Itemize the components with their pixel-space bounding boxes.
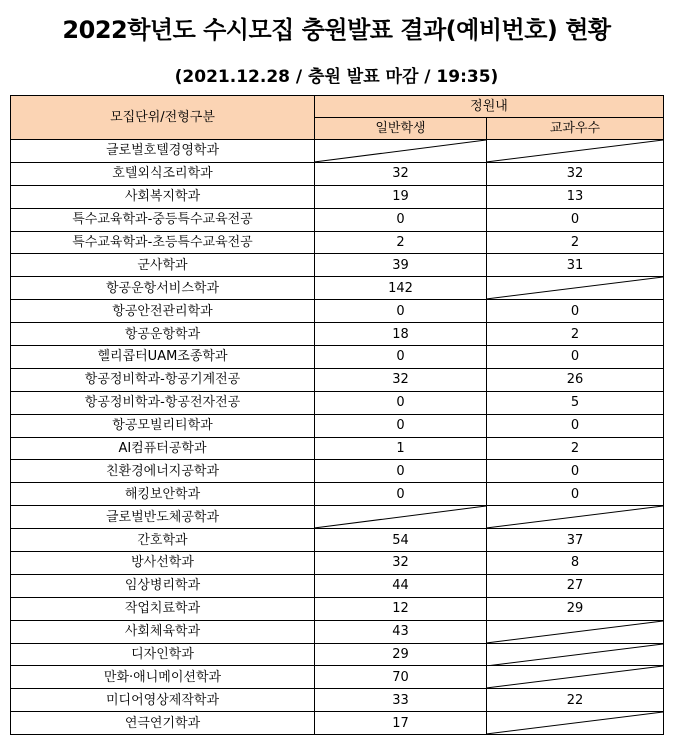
empty-cell-subject — [487, 277, 664, 300]
table-row — [11, 483, 664, 506]
empty-cell-diagonal — [315, 506, 486, 528]
value-subject: 32 — [487, 162, 664, 185]
value-general: 32 — [315, 368, 487, 391]
value-general: 0 — [315, 346, 487, 369]
value-subject: 0 — [487, 300, 664, 323]
table-row — [11, 712, 664, 735]
empty-cell-subject — [487, 666, 664, 689]
value-general: 29 — [315, 643, 487, 666]
table-row — [11, 437, 664, 460]
row-unit-name: 헬리콥터UAM조종학과 — [11, 346, 315, 369]
value-general: 0 — [315, 483, 487, 506]
row-unit-name: 디자인학과 — [11, 643, 315, 666]
row-unit-name: 사회복지학과 — [11, 185, 315, 208]
table-row — [11, 368, 664, 391]
empty-cell-diagonal — [487, 644, 663, 666]
row-unit-name: 미디어영상제작학과 — [11, 689, 315, 712]
value-general: 39 — [315, 254, 487, 277]
value-subject: 0 — [487, 414, 664, 437]
value-general: 43 — [315, 620, 487, 643]
table-row — [11, 162, 664, 185]
value-subject: 5 — [487, 391, 664, 414]
row-unit-name: 항공안전관리학과 — [11, 300, 315, 323]
row-unit-name: 특수교육학과-중등특수교육전공 — [11, 208, 315, 231]
row-unit-name: 작업치료학과 — [11, 597, 315, 620]
value-general: 1 — [315, 437, 487, 460]
row-unit-name: 만화·애니메이션학과 — [11, 666, 315, 689]
value-general: 0 — [315, 414, 487, 437]
value-subject: 0 — [487, 208, 664, 231]
value-subject: 2 — [487, 231, 664, 254]
row-unit-name: 사회체육학과 — [11, 620, 315, 643]
row-unit-name: 항공모빌리티학과 — [11, 414, 315, 437]
value-subject: 0 — [487, 346, 664, 369]
table-row — [11, 552, 664, 575]
empty-cell-general — [315, 506, 487, 529]
row-unit-name: 글로벌호텔경영학과 — [11, 140, 315, 163]
table-row — [11, 140, 664, 163]
empty-cell-subject — [487, 506, 664, 529]
header-unit: 모집단위/전형구분 — [11, 96, 315, 140]
table-row — [11, 574, 664, 597]
empty-cell-general — [315, 140, 487, 163]
value-subject: 0 — [487, 460, 664, 483]
table-row — [11, 529, 664, 552]
header-general: 일반학생 — [315, 118, 487, 140]
value-general: 32 — [315, 552, 487, 575]
value-general: 33 — [315, 689, 487, 712]
empty-cell-subject — [487, 643, 664, 666]
value-subject: 2 — [487, 323, 664, 346]
empty-cell-subject — [487, 140, 664, 163]
value-general: 54 — [315, 529, 487, 552]
value-subject: 8 — [487, 552, 664, 575]
row-unit-name: 군사학과 — [11, 254, 315, 277]
value-subject: 31 — [487, 254, 664, 277]
value-general: 32 — [315, 162, 487, 185]
value-general: 12 — [315, 597, 487, 620]
table-row — [11, 666, 664, 689]
empty-cell-subject — [487, 620, 664, 643]
table-row — [11, 391, 664, 414]
page-subtitle: (2021.12.28 / 충원 발표 마감 / 19:35) — [174, 67, 499, 87]
results-table — [10, 95, 664, 735]
table-row — [11, 231, 664, 254]
table-body — [11, 140, 664, 735]
row-unit-name: AI컴퓨터공학과 — [11, 437, 315, 460]
row-unit-name: 간호학과 — [11, 529, 315, 552]
value-subject: 0 — [487, 483, 664, 506]
value-subject: 29 — [487, 597, 664, 620]
row-unit-name: 연극연기학과 — [11, 712, 315, 735]
table-row — [11, 460, 664, 483]
table-row — [11, 506, 664, 529]
value-subject: 37 — [487, 529, 664, 552]
row-unit-name: 항공운항서비스학과 — [11, 277, 315, 300]
value-subject: 26 — [487, 368, 664, 391]
value-general: 44 — [315, 574, 487, 597]
header-subject: 교과우수 — [487, 118, 664, 140]
table-row — [11, 323, 664, 346]
value-subject: 2 — [487, 437, 664, 460]
row-unit-name: 항공정비학과-항공기계전공 — [11, 368, 315, 391]
value-subject: 13 — [487, 185, 664, 208]
table-row — [11, 277, 664, 300]
table-row — [11, 254, 664, 277]
header-group: 정원내 — [315, 96, 664, 118]
value-general: 17 — [315, 712, 487, 735]
value-general: 0 — [315, 208, 487, 231]
table-row — [11, 414, 664, 437]
row-unit-name: 항공정비학과-항공전자전공 — [11, 391, 315, 414]
table-row — [11, 689, 664, 712]
empty-cell-diagonal — [487, 621, 663, 643]
table-row — [11, 300, 664, 323]
table-row — [11, 346, 664, 369]
table-row — [11, 597, 664, 620]
row-unit-name: 항공운항학과 — [11, 323, 315, 346]
empty-cell-diagonal — [487, 277, 663, 299]
table-row — [11, 620, 664, 643]
page-title: 2022학년도 수시모집 충원발표 결과(예비번호) 현황 — [62, 16, 611, 44]
value-general: 142 — [315, 277, 487, 300]
value-general: 0 — [315, 300, 487, 323]
value-general: 0 — [315, 391, 487, 414]
table-row — [11, 185, 664, 208]
value-subject: 22 — [487, 689, 664, 712]
table-row — [11, 643, 664, 666]
value-general: 0 — [315, 460, 487, 483]
value-subject: 27 — [487, 574, 664, 597]
value-general: 70 — [315, 666, 487, 689]
row-unit-name: 임상병리학과 — [11, 574, 315, 597]
empty-cell-diagonal — [315, 140, 486, 162]
empty-cell-diagonal — [487, 666, 663, 688]
empty-cell-diagonal — [487, 712, 663, 734]
row-unit-name: 방사선학과 — [11, 552, 315, 575]
row-unit-name: 글로벌반도체공학과 — [11, 506, 315, 529]
value-general: 19 — [315, 185, 487, 208]
row-unit-name: 친환경에너지공학과 — [11, 460, 315, 483]
table-row — [11, 208, 664, 231]
empty-cell-diagonal — [487, 506, 663, 528]
row-unit-name: 호텔외식조리학과 — [11, 162, 315, 185]
empty-cell-subject — [487, 712, 664, 735]
value-general: 2 — [315, 231, 487, 254]
row-unit-name: 특수교육학과-초등특수교육전공 — [11, 231, 315, 254]
empty-cell-diagonal — [487, 140, 663, 162]
value-general: 18 — [315, 323, 487, 346]
row-unit-name: 해킹보안학과 — [11, 483, 315, 506]
